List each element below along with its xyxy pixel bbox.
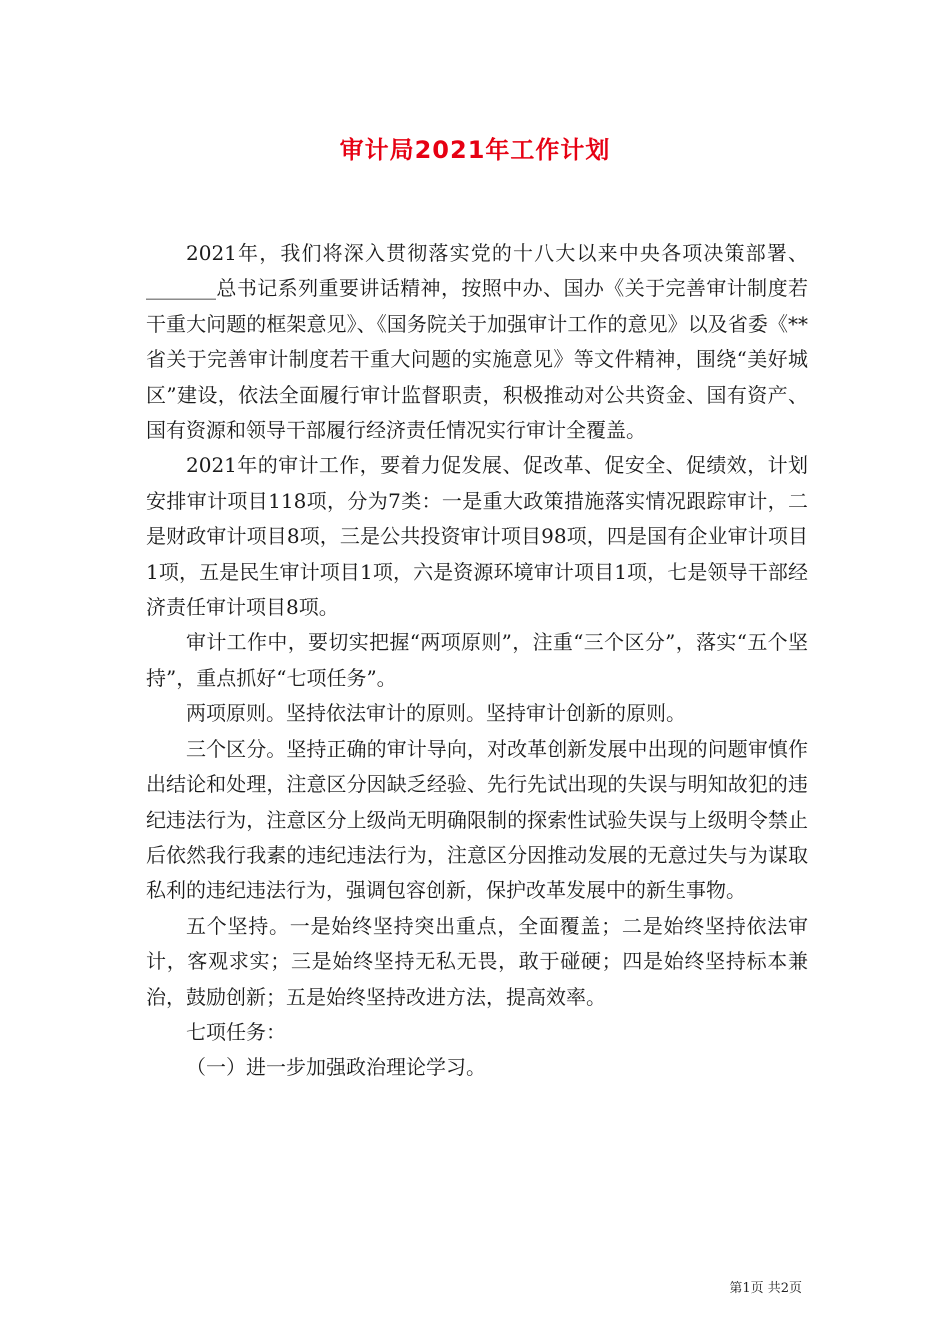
paragraph-seven-tasks: 七项任务： <box>186 1019 286 1044</box>
document-body <box>146 236 808 1086</box>
paragraph-five-persistences: 五个坚持。一是始终坚持突出重点，全面覆盖；二是始终坚持依法审计，客观求实；三是始终坚持无私无畏，敢于碰硬；四是始终坚持标本兼治，鼓励创新；五是始终坚持改进方法，提高效率。 <box>146 913 808 1009</box>
paragraph-principles-summary: 审计工作中，要切实把握“两项原则”，注重“三个区分”，落实“五个坚持”，重点抓好“七项任务”。 <box>146 630 808 690</box>
paragraph-task-one: （一）进一步加强政治理论学习。 <box>186 1055 486 1080</box>
paragraph-intro: 2021年，我们将深入贯彻落实党的十八大以来中央各项决策部署、_______总书记系列重要讲话精神，按照中办、国办《关于完善审计制度若干重大问题的框架意见》、《国务院关于加强审计工作的意见》以及省委《**省关于完善审计制度若干重大问题的实施意见》等文件精神，围绕“美好城区”建设，依法全面履行审计监督职责，积极推动对公共资金、国有资产、国有资源和领导干部履行经济责任情况实行审计全覆盖。 <box>146 241 808 443</box>
paragraph-three-distinctions: 三个区分。坚持正确的审计导向，对改革创新发展中出现的问题审慎作出结论和处理，注意区分因缺乏经验、先行先试出现的失误与明知故犯的违纪违法行为，注意区分上级尚无明确限制的探索性试验失误与上级明令禁止后依然我行我素的违纪违法行为，注意区分因推动发展的无意过失与为谋取私利的违纪违法行为，强调包容创新，保护改革发展中的新生事物。 <box>146 736 808 903</box>
page-number: 第1页 共2页 <box>729 1281 802 1296</box>
document-title: 审计局2021年工作计划 <box>339 136 611 164</box>
paragraph-two-principles: 两项原则。坚持依法审计的原则。坚持审计创新的原则。 <box>186 701 686 726</box>
paragraph-projects: 2021年的审计工作，要着力促发展、促改革、促安全、促绩效，计划安排审计项目118项，分为7类：一是重大政策措施落实情况跟踪审计，二是财政审计项目8项，三是公共投资审计项目98项，四是国有企业审计项目1项，五是民生审计项目1项，六是资源环境审计项目1项，七是领导干部经济责任审计项目8项。 <box>146 453 808 620</box>
